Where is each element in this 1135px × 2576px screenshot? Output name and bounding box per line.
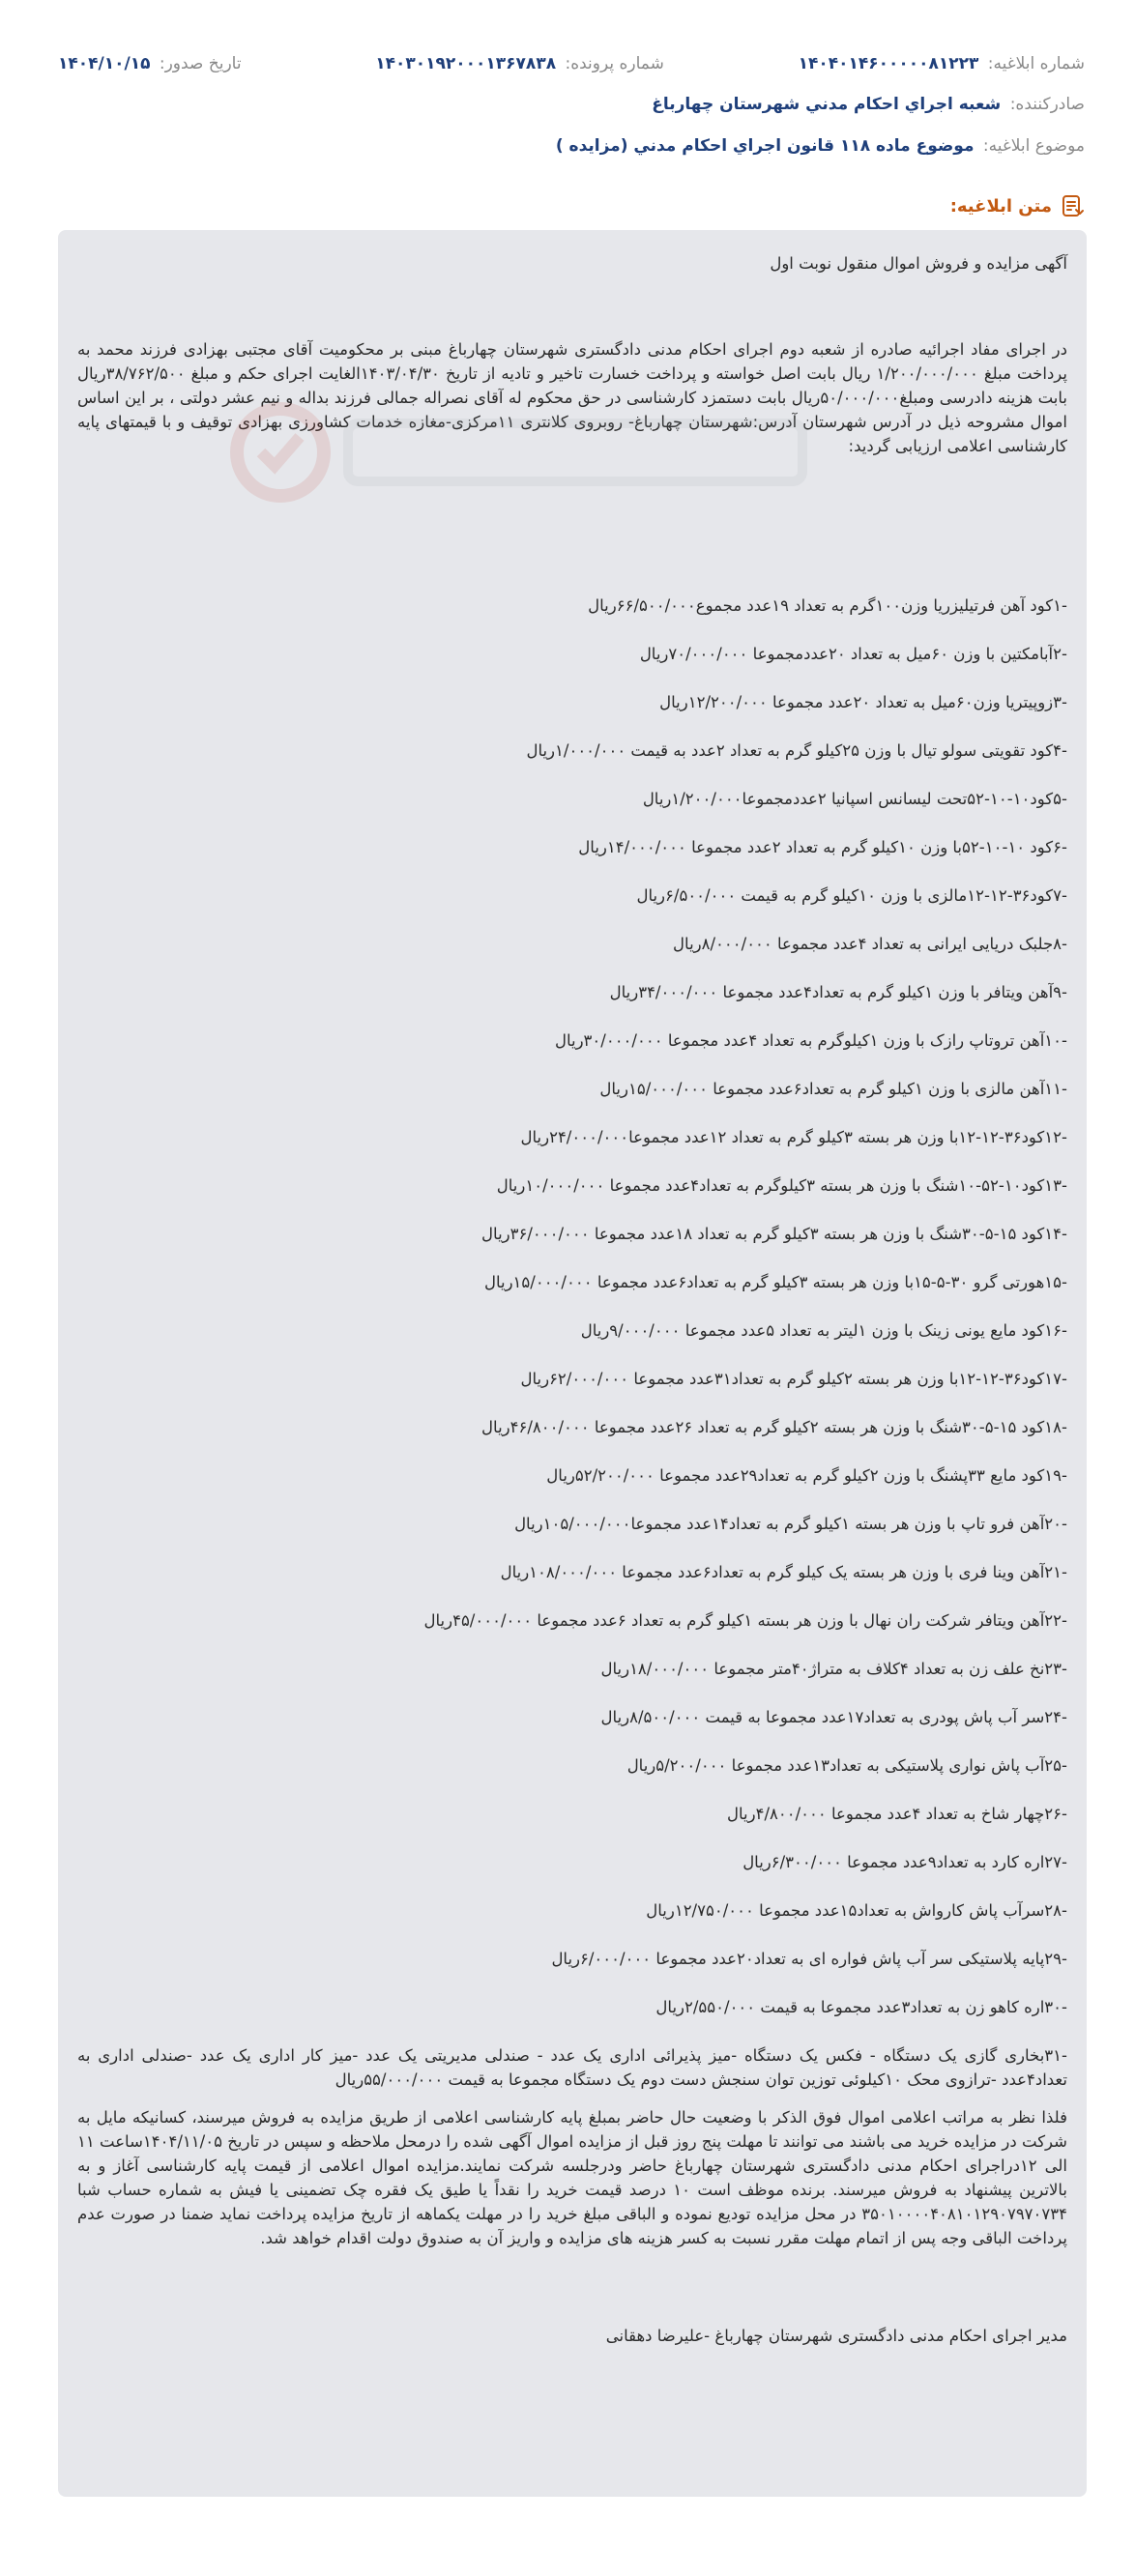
list-item: -۲۶چهار شاخ به تعداد ۴عدد مجموعا ۴/۸۰۰/۰۰۰ریال [727, 1805, 1067, 1823]
list-item: -۲۴سر آب پاش پودری به تعداد۱۷عدد مجموعا به قیمت ۸/۵۰۰/۰۰۰ریال [600, 1708, 1067, 1726]
notice-content-box [58, 230, 1087, 2497]
subject-line [556, 136, 1085, 156]
issue-date-label: تاریخ صدور: [159, 54, 242, 73]
case-number-field [375, 54, 664, 73]
subject-label: موضوع ابلاغیه: [982, 136, 1085, 156]
list-item: -۱۱آهن مالزی با وزن ۱کیلو گرم به تعداد۶عدد مجموعا ۱۵/۰۰۰/۰۰۰ریال [599, 1080, 1067, 1098]
list-item: -۱۸کود ۱۵-۵-۳۰شنگ با وزن هر بسته ۲کیلو گرم به تعداد ۲۶عدد مجموعا ۴۶/۸۰۰/۰۰۰ریال [481, 1418, 1067, 1436]
list-item: -۲۸سرآب پاش کارواش به تعداد۱۵عدد مجموعا ۱۲/۷۵۰/۰۰۰ریال [646, 1901, 1067, 1920]
document-text-icon [1060, 193, 1085, 218]
list-item: -۲۳نخ علف زن به تعداد ۴کلاف به متراژ۴۰متر مجموعا ۱۸/۰۰۰/۰۰۰ریال [600, 1660, 1067, 1678]
issue-date-value: ۱۴۰۴/۱۰/۱۵ [58, 54, 151, 73]
list-item: -۲۹پایه پلاستیکی سر آب پاش فواره ای به تعداد۲۰عدد مجموعا ۶/۰۰۰/۰۰۰ریال [551, 1950, 1067, 1968]
notice-number-field [799, 54, 1085, 73]
notice-header [58, 54, 1085, 73]
issuer-value: شعبه اجراي احكام مدني شهرستان چهارباغ [652, 95, 1002, 114]
list-item: -۹آهن ویتافر با وزن ۱کیلو گرم به تعداد۴عدد مجموعا ۳۴/۰۰۰/۰۰۰ریال [609, 983, 1067, 1001]
list-item: -۶کود ۱۰-۱۰-۵۲با وزن ۱۰کیلو گرم به تعداد ۲عدد مجموعا ۱۴/۰۰۰/۰۰۰ریال [578, 838, 1067, 856]
notice-number-label: شماره ابلاغیه: [987, 54, 1085, 73]
list-item: -۱۳کود۱۰-۵۲-۱۰شنگ با وزن هر بسته ۳کیلوگرم به تعداد۴عدد مجموعا ۱۰/۰۰۰/۰۰۰ریال [496, 1176, 1067, 1195]
list-item: -۲۰آهن فرو تاپ با وزن هر بسته ۱کیلو گرم به تعداد۱۴عدد مجموعا۱۰۵/۰۰۰/۰۰۰ریال [514, 1515, 1067, 1533]
list-item: -۷کود۳۶-۱۲-۱۲مالزی با وزن ۱۰کیلو گرم به قیمت ۶/۵۰۰/۰۰۰ریال [636, 886, 1067, 905]
list-item: -۱۲کود۳۶-۱۲-۱۲با وزن هر بسته ۳کیلو گرم به تعداد ۱۲عدد مجموعا۲۴/۰۰۰/۰۰۰ریال [520, 1128, 1067, 1146]
case-number-value: ۱۴۰۳۰۱۹۲۰۰۰۱۳۶۷۸۳۸ [375, 54, 557, 73]
list-item: -۱۵هورتی گرو ۳۰-۵-۱۵با وزن هر بسته ۳کیلو گرم به تعداد۶عدد مجموعا ۱۵/۰۰۰/۰۰۰ریال [483, 1273, 1067, 1291]
list-item: -۱۰آهن تروتاپ رازک با وزن ۱کیلوگرم به تعداد ۴عدد مجموعا ۳۰/۰۰۰/۰۰۰ریال [554, 1031, 1067, 1050]
list-item: -۱۶کود مایع یونی زینک با وزن ۱لیتر به تعداد ۵عدد مجموعا ۹/۰۰۰/۰۰۰ریال [580, 1321, 1067, 1340]
subject-value: موضوع ماده ۱۱۸ قانون اجراي احكام مدني (مزايده ) [555, 136, 975, 156]
issuer-line [652, 95, 1085, 114]
list-item: -۴کود تقویتی سولو تیال با وزن ۲۵کیلو گرم به تعداد ۲عدد به قیمت ۱/۰۰۰/۰۰۰ریال [526, 741, 1067, 760]
issuer-label: صادرکننده: [1009, 95, 1085, 114]
ad-title: آگهی مزایده و فروش اموال منقول نوبت اول [770, 254, 1067, 273]
list-item: -۱۷کود۳۶-۱۲-۱۲با وزن هر بسته ۲کیلو گرم به تعداد۳۱عدد مجموعا ۶۲/۰۰۰/۰۰۰ریال [520, 1370, 1067, 1388]
list-item: -۲۲آهن ویتافر شرکت ران نهال با وزن هر بسته ۱کیلو گرم به تعداد ۶عدد مجموعا ۴۵/۰۰۰/۰۰۰ریال [423, 1611, 1067, 1630]
list-item: -۲۱آهن وینا فری با وزن هر بسته یک کیلو گرم به تعداد۶عدد مجموعا ۱۰۸/۰۰۰/۰۰۰ریال [500, 1563, 1067, 1581]
list-item: -۳۱بخاری گازی یک دستگاه - فکس یک دستگاه -میز پذیرائی اداری یک عدد - صندلی مدیریتی یک عدد -میز کار اداری یک عدد -صندلی اداری به تعداد۴عدد -ترازوی محک ۱۰کیلوئی توزین توان سنجش دست دوم یک دستگاه مجموعا به قیمت ۵۵/۰۰۰/۰۰۰ریال [77, 2046, 1067, 2089]
case-number-label: شماره پرونده: [565, 54, 664, 73]
list-item: -۱۹کود مایع ۳۳پشنگ با وزن ۲کیلو گرم به تعداد۲۹عدد مجموعا ۵۲/۲۰۰/۰۰۰ریال [546, 1466, 1067, 1485]
list-item: -۱۴کود ۱۵-۵-۳۰شنگ با وزن هر بسته ۳کیلو گرم به تعداد ۱۸عدد مجموعا ۳۶/۰۰۰/۰۰۰ریال [481, 1225, 1067, 1243]
list-item: -۳زوپیتریا وزن۶۰میل به تعداد ۲۰عدد مجموعا ۱۲/۲۰۰/۰۰۰ریال [659, 693, 1067, 711]
signature-line: مدیر اجرای احکام مدنی دادگستری شهرستان چهارباغ -علیرضا دهقانی [605, 2327, 1067, 2345]
auction-items-list [77, 593, 1067, 2092]
list-item: -۲آبامکتین با وزن ۶۰میل به تعداد ۲۰عددمجموعا ۷۰/۰۰۰/۰۰۰ریال [639, 645, 1067, 663]
conclusion-paragraph: فلذا نظر به مراتب اعلامی اموال فوق الذکر با وضعیت حال حاضر بمبلغ پایه کارشناسی اعلامی از طریق مزایده به فروش میرسند، کسانیکه مایل به شرکت در مزایده خرید می باشند می توانند تا مهلت پنج روز قبل از مزایده اموال آگهی شده را درمحل ملاحظه و سپس در تاریخ ۱۴۰۴/۱۱/۰۵ساعت ۱۱ الی ۱۲دراجرای احکام مدنی دادگستری شهرستان چهارباغ حاضر ودرجلسه شرکت نمایند.مزایده اموال اعلامی از قیمت پایه کارشناسی آغاز و به بالاترین پیشنهاد به فروش میرسند. برنده موظف است ۱۰ درصد قیمت خرید را نقداً یا طیق یک فقره چک تضمینی یا فیش به شماره حساب شبا ۳۵۰۱۰۰۰۰۴۰۸۱۰۱۲۹۰۷۹۷۰۷۳۴ در محل مزایده تودیع نموده و الباقی مبلغ خرید را در مهلت یکماهه از تاریخ مزایده پرداخت نماید ضمنا در صورت عدم پرداخت الباقی وجه پس از اتمام مهلت مقرر نسبت به کسر هزینه های مزایده و واریز آن به صندوق دولت اقدام خواهد شد. [77, 2108, 1067, 2247]
body-section-label: متن ابلاغیه: [949, 195, 1052, 217]
intro-paragraph: در اجرای مفاد اجرائیه صادره از شعبه دوم اجرای احکام مدنی دادگستری شهرستان چهارباغ مبنی بر محکومیت آقای مجتبی بهزادی فرزند محمد به پرداخت مبلغ ۱/۲۰۰/۰۰۰/۰۰۰ ریال بابت اصل خواسته و پرداخت خسارت تاخیر و تادیه از تاریخ ۱۴۰۳/۰۴/۳۰الغایت اجرای حکم و مبلغ ۳۸/۷۶۲/۵۰۰ریال بابت هزینه دادرسی ومبلغ۵۰/۰۰۰/۰۰۰ریال بابت دستمزد کارشناسی در حق محکوم له آقای نصراله جمالی فرزند بداله و نیم عشر دولتی ، بر این اساس اموال مشروحه ذیل در آدرس شهرستان آدرس:شهرستان چهارباغ- روبروی کلانتری ۱۱مرکزی-مغازه خدمات کشاورزی بهزادی توقیف و با قیمتهای پایه کارشناسی اعلامی ارزیابی گردید: [77, 340, 1068, 455]
body-section-title [950, 193, 1085, 218]
list-item: -۱کود آهن فرتیلیزریا وزن۱۰۰گرم به تعداد ۱۹عدد مجموع۶۶/۵۰۰/۰۰۰ریال [588, 596, 1067, 615]
notice-number-value: ۱۴۰۴۰۱۴۶۰۰۰۰۰۸۱۲۲۳ [798, 54, 979, 73]
list-item: -۲۷اره کارد به تعداد۹عدد مجموعا ۶/۳۰۰/۰۰۰ریال [742, 1853, 1067, 1871]
issue-date-field [58, 54, 242, 73]
list-item: -۲۵آب پاش نواری پلاستیکی به تعداد۱۳عدد مجموعا ۵/۲۰۰/۰۰۰ریال [626, 1756, 1067, 1775]
list-item: -۵کود۱۰-۱۰-۵۲تحت لیسانس اسپانیا ۲عددمجموعا۱/۲۰۰/۰۰۰ریال [642, 790, 1067, 808]
list-item: -۳۰اره کاهو زن به تعداد۳عدد مجموعا به قیمت ۲/۵۵۰/۰۰۰ریال [655, 1998, 1067, 2016]
list-item: -۸جلبک دریایی ایرانی به تعداد ۴عدد مجموعا ۸/۰۰۰/۰۰۰ریال [673, 935, 1067, 953]
